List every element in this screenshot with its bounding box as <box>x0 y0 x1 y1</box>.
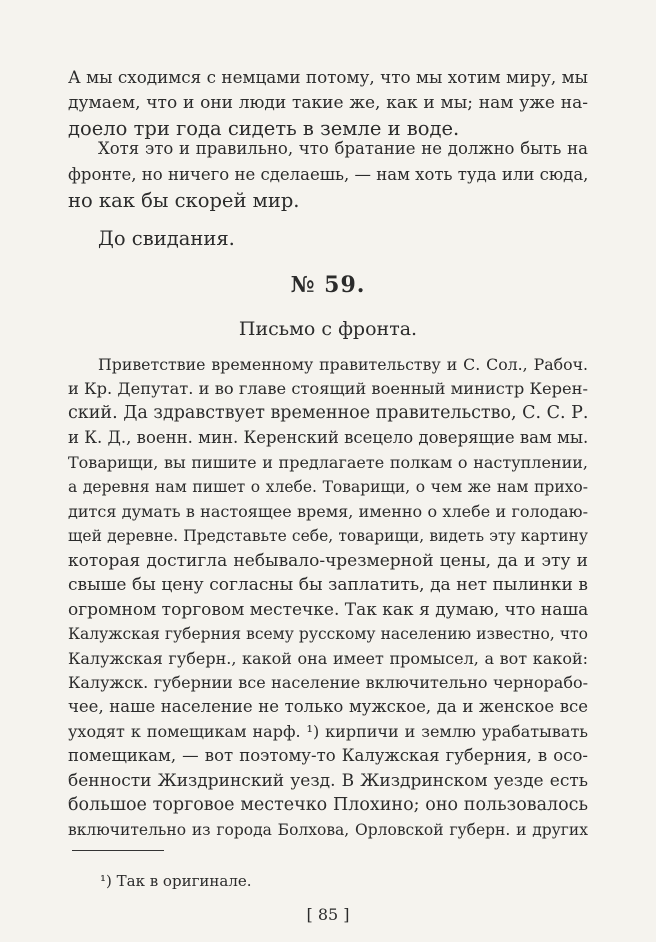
text-line: Хотя это и правильно, что братание не должно быть на <box>98 139 588 158</box>
document-number-heading: № 59. <box>290 272 366 298</box>
footnote: ¹) Так в оригинале. <box>100 872 252 890</box>
text-line: включительно из города Болхова, Орловской губерн. и других <box>68 821 588 839</box>
text-line: доело три года сидеть в земле и воде. <box>68 117 460 140</box>
text-line: свыше бы цену согласны бы заплатить, да нет пылинки в <box>68 575 588 595</box>
text-line: думаем, что и они люди такие же, как и мы; нам уже на- <box>68 93 588 113</box>
text-line: которая достигла небывало-чрезмерной цены, да и эту и <box>68 551 588 571</box>
text-line: Калужская губерн., какой она имеет промысел, а вот какой: <box>68 649 588 668</box>
text-line: Товарищи, вы пишите и предлагаете полкам о наступлении, <box>68 453 588 472</box>
closing-line: До свидания. <box>98 227 235 250</box>
text-line: Калужск. губернии все население включительно чернорабо- <box>68 673 588 692</box>
page-number: [ 85 ] <box>306 905 350 924</box>
text-line: бенности Жиздринский уезд. В Жиздринском уезде есть <box>68 771 588 791</box>
text-line: Приветствие временному правительству и С. Сол., Рабоч. <box>98 355 588 374</box>
text-line: большое торговое местечко Плохино; оно пользовалось <box>68 795 588 815</box>
text-line: щей деревне. Представьте себе, товарищи, видеть эту картину <box>68 527 588 545</box>
text-line: уходят к помещикам нарф. ¹) кирпичи и землю урабатывать <box>68 722 588 741</box>
text-line: А мы сходимся с немцами потому, что мы хотим миру, мы <box>68 67 588 87</box>
text-line: но как бы скорей мир. <box>68 189 300 212</box>
text-line: огромном торговом местечке. Так как я думаю, что наша <box>68 600 589 620</box>
text-line: и К. Д., военн. мин. Керенский всецело доверящие вам мы. <box>68 428 589 447</box>
text-line: чее, наше население не только мужское, да и женское все <box>68 697 588 716</box>
text-line: а деревня нам пишет о хлебе. Товарищи, о чем же нам прихо- <box>68 478 588 496</box>
footnote-divider <box>72 850 164 851</box>
document-title: Письмо с фронта. <box>238 318 418 340</box>
text-line: Калужская губерния всему русскому населению известно, что <box>68 625 588 643</box>
text-line: фронте, но ничего не сделаешь, — нам хоть туда или сюда, <box>68 165 589 184</box>
text-line: ский. Да здравствует временное правительство, С. С. Р. <box>68 403 589 423</box>
text-line: помещикам, — вот поэтому-то Калужская губерния, в осо- <box>68 746 588 765</box>
text-line: дится думать в настоящее время, именно о хлебе и голодаю- <box>68 502 588 521</box>
text-line: и Кр. Депутат. и во главе стоящий военный министр Керен- <box>68 379 588 398</box>
